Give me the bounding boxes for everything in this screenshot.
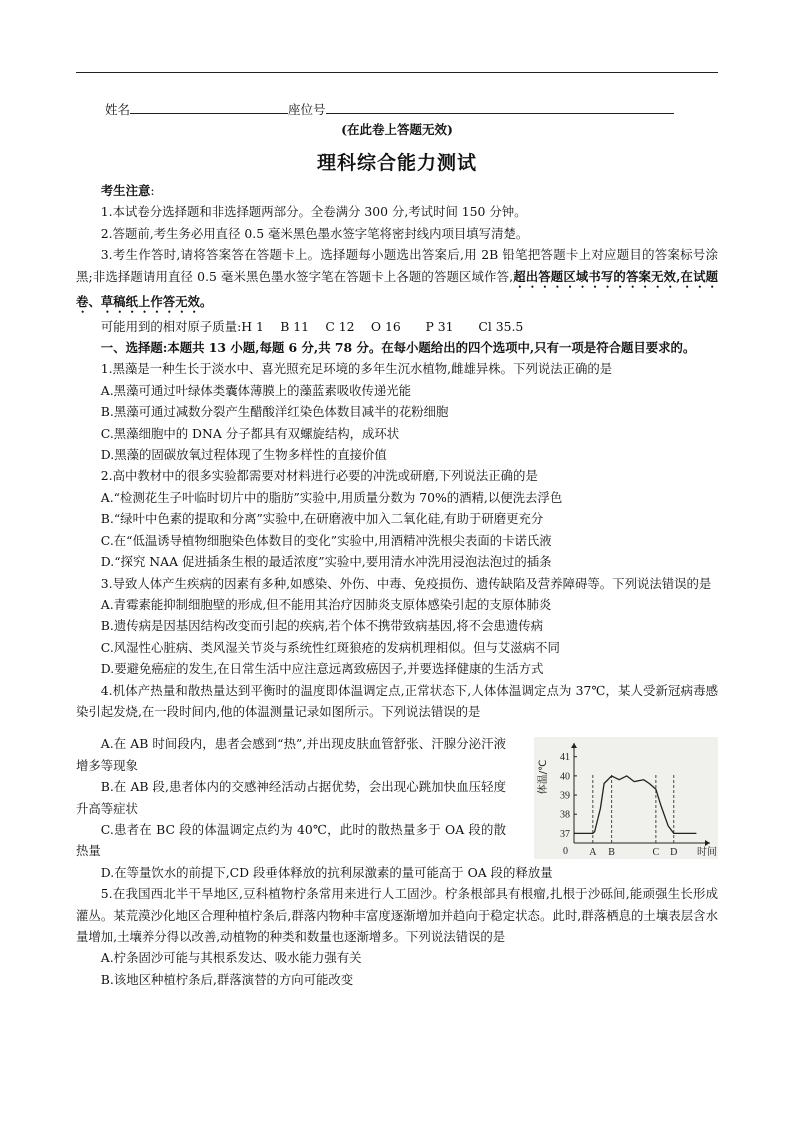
emphasis-text: 超出答题区域书写的答案无效,在试题卷、草稿纸上作答无效。	[76, 268, 718, 309]
q4-option-b: B.在 AB 段,患者体内的交感神经活动占据优势，会出现心跳加快血压轻度升高等症状	[76, 779, 506, 816]
q3-option-a: A.青霉素能抑制细胞壁的形成,但不能用其治疗因肺炎支原体感染引起的支原体肺炎	[100, 596, 552, 612]
q3-option-d: D.要避免癌症的发生,在日常生活中应注意远离致癌因子,并要选择健康的生活方式	[100, 661, 544, 677]
marker-label-b: B	[608, 847, 615, 859]
q4-option-a: A.在 AB 时间段内，患者会感到“热”,并出现皮肤血管舒张、汗腺分泌汗液增多等现象	[76, 736, 506, 773]
temperature-chart	[534, 737, 718, 859]
question-3-stem: 3.导致人体产生疾病的因素有多种,如感染、外伤、中毒、免疫损伤、遗传缺陷及营养障碍等。下列说法错误的是	[100, 575, 712, 591]
x-axis-arrow	[705, 840, 710, 846]
q1-option-b: B.黑藻可通过减数分裂产生醋酸洋红染色体数目减半的花粉细胞	[100, 404, 449, 420]
q5-option-b: B.该地区种植柠条后,群落演替的方向可能改变	[100, 971, 354, 987]
name-blank[interactable]	[130, 101, 288, 114]
y-tick-label: 37	[560, 829, 570, 841]
temperature-chart-svg	[534, 737, 718, 859]
q4-block	[76, 733, 718, 883]
seat-blank[interactable]	[326, 101, 674, 114]
exam-body	[76, 180, 718, 990]
x-axis-label: 时间	[697, 847, 717, 859]
y-tick-label: 40	[560, 771, 570, 783]
question-1-stem: 1.黑藻是一种生长于淡水中、喜光照充足环境的多年生沉水植物,雌雄异株。下列说法正确的是	[100, 361, 613, 377]
q2-option-d: D.“探究 NAA 促进插条生根的最适浓度”实验中,要用清水冲洗用浸泡法泡过的插条	[100, 554, 552, 570]
q1-option-d: D.黑藻的固碳放氧过程体现了生物多样性的直接价值	[100, 447, 387, 463]
y-tick-label: 41	[560, 752, 570, 764]
y-tick-label: 38	[560, 810, 570, 822]
top-rule	[76, 72, 718, 73]
temperature-curve	[574, 776, 696, 834]
marker-label-c: C	[652, 847, 660, 859]
answer-notice: (在此卷上答题无效)	[341, 122, 453, 137]
y-axis-arrow	[571, 743, 577, 748]
instruction-3: 3.考生作答时,请将答案答在答题卡上。选择题每小题选出答案后,用 2B 铅笔把答题卡上对应题目的答案标号涂黑;非选择题请用直径 0.5 毫米黑色墨水签字笔在答题卡上各题的答题区域作答,超出答题区域书写的答案无效,在试题卷、草稿纸上作答无效。	[76, 247, 718, 309]
marker-label-a: A	[589, 847, 597, 859]
q1-option-a: A.黑藻可通过叶绿体类囊体薄膜上的藻蓝素吸收传递光能	[100, 382, 412, 398]
q5-option-a: A.柠条固沙可能与其根系发达、吸水能力强有关	[100, 950, 362, 966]
q4-option-d: D.在等量饮水的前提下,CD 段垂体释放的抗利尿激素的量可能高于 OA 段的释放量	[100, 864, 553, 880]
student-info-line	[105, 100, 705, 118]
section-heading: 一、选择题:本题共 13 小题,每题 6 分,共 78 分。在每小题给出的四个选项中,只有一项是符合题目要求的。	[100, 340, 696, 356]
q4-options-left	[76, 733, 506, 861]
q3-option-c: C.风湿性心脏病、类风湿关节炎与系统性红斑狼疮的发病机理相似。但与艾滋病不同	[100, 639, 560, 655]
q2-option-a: A.“检测花生子叶临时切片中的脂肪”实验中,用质量分数为 70%的酒精,以便洗去浮色	[100, 489, 563, 505]
instructions-heading: 考生注意:	[100, 183, 155, 198]
name-label: 姓名	[105, 102, 131, 117]
question-2-stem: 2.高中教材中的很多实验都需要对材料进行必要的冲洗或研磨,下列说法正确的是	[100, 468, 538, 484]
seat-label: 座位号	[288, 102, 326, 117]
q2-option-c: C.在“低温诱导植物细胞染色体数目的变化”实验中,用酒精冲洗根尖表面的卡诺氏液	[100, 532, 552, 548]
q4-option-c: C.患者在 BC 段的体温调定点约为 40℃，此时的散热量多于 OA 段的散热量	[76, 821, 506, 859]
instruction-1: 1.本试卷分选择题和非选择题两部分。全卷满分 300 分,考试时间 150 分钟。	[100, 204, 527, 220]
marker-label-d: D	[670, 847, 678, 859]
exam-title: 理科综合能力测试	[316, 152, 477, 174]
question-5-stem: 5.在我国西北半干旱地区,豆科植物柠条常用来进行人工固沙。柠条根部具有根瘤,扎根于沙砾间,能顽强生长形成灌丛。某荒漠沙化地区合理种植柠条后,群落内物种丰富度逐渐增加并趋向于稳定状态。此时,群落栖息的土壤表层含水量增加,土壤养分得以改善,动植物的种类和数量也逐渐增多。下列说法错误的是	[76, 886, 718, 944]
y-tick-label: 39	[560, 790, 570, 802]
q3-option-b: B.遗传病是因基因结构改变而引起的疾病,若个体不携带致病基因,将不会患遗传病	[100, 618, 543, 634]
origin-label: 0	[563, 846, 568, 858]
atomic-mass-line: 可能用到的相对原子质量:H 1 B 11 C 12 O 16 P 31 Cl 35.5	[100, 318, 524, 334]
instruction-2: 2.答题前,考生务必用直径 0.5 毫米黑色墨水签字笔将密封线内项目填写清楚。	[100, 225, 529, 241]
q2-option-b: B.“绿叶中色素的提取和分离”实验中,在研磨液中加入二氧化硅,有助于研磨更充分	[100, 511, 544, 527]
question-4-stem: 4.机体产热量和散热量达到平衡时的温度即体温调定点,正常状态下,人体体温调定点为 37℃，某人受新冠病毒感染引起发烧,在一段时间内,他的体温测量记录如图所示。下列说法错误的是	[76, 682, 718, 719]
y-axis-label: 体温/℃	[538, 760, 549, 795]
q1-option-c: C.黑藻细胞中的 DNA 分子都具有双螺旋结构，成环状	[100, 425, 400, 441]
